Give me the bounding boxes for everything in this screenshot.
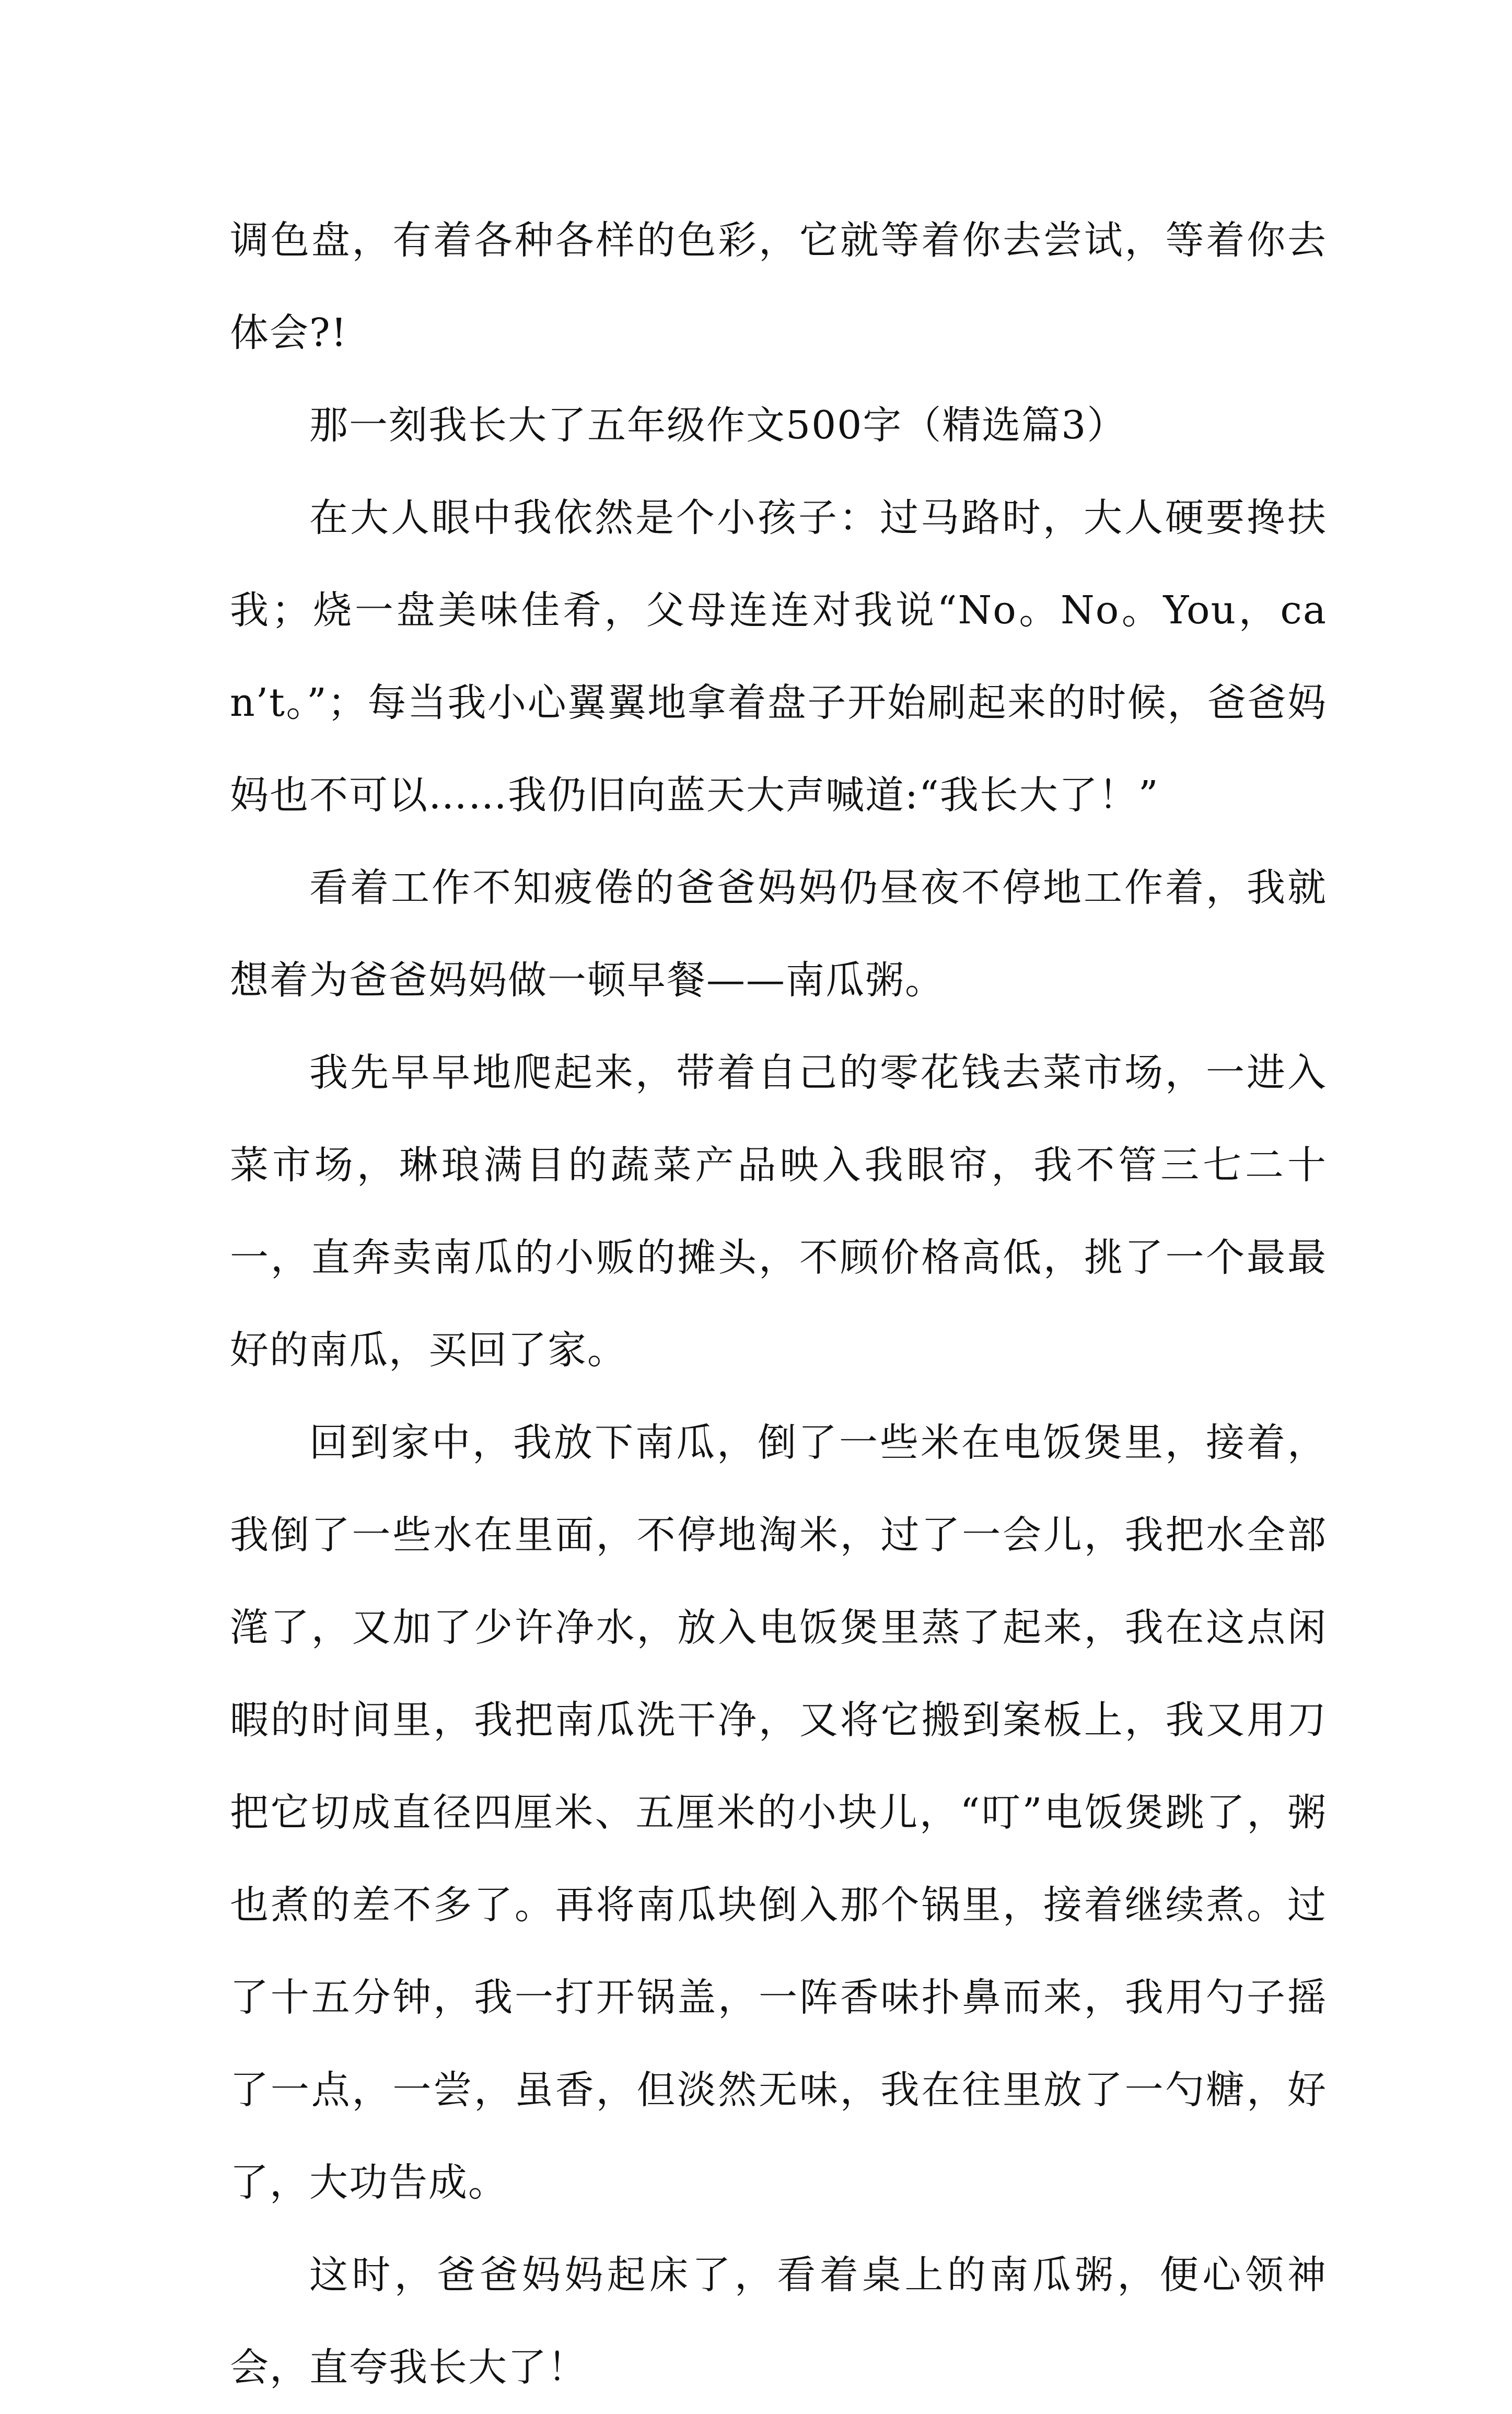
paragraph: 看着工作不知疲倦的爸爸妈妈仍昼夜不停地工作着，我就想着为爸爸妈妈做一顿早餐——南瓜粥。	[230, 865, 1327, 1003]
paragraph: 在大人眼中我依然是个小孩子：过马路时，大人硬要搀扶我；烧一盘美味佳肴，父母连连对我说“No。No。You，can’t。”；每当我小心翼翼地拿着盘子开始刷起来的时候，爸爸妈妈也不可以……我仍旧向蓝天大声喊道:“我长大了！”	[230, 495, 1327, 818]
paragraph-continued: 调色盘，有着各种各样的色彩，它就等着你去尝试，等着你去体会?!	[230, 218, 1327, 355]
paragraph-final: 这时，爸爸妈妈起床了，看着桌上的南瓜粥，便心领神会，直夸我长大了！	[230, 2253, 1327, 2390]
essay-heading: 那一刻我长大了五年级作文500字（精选篇3）	[309, 403, 1127, 448]
paragraph: 回到家中，我放下南瓜，倒了一些米在电饭煲里，接着，我倒了一些水在里面，不停地淘米，过了一会儿，我把水全部滗了，又加了少许净水，放入电饭煲里蒸了起来，我在这点闲暇的时间里，我把南瓜洗干净，又将它搬到案板上，我又用刀把它切成直径四厘米、五厘米的小块儿，“叮”电饭煲跳了，粥也煮的差不多了。再将南瓜块倒入那个锅里，接着继续煮。过了十五分钟，我一打开锅盖，一阵香味扑鼻而来，我用勺子摇了一点，一尝，虽香，但淡然无味，我在往里放了一勺糖，好了，大功告成。	[230, 1420, 1327, 2205]
paragraph: 我先早早地爬起来，带着自己的零花钱去菜市场，一进入菜市场，琳琅满目的蔬菜产品映入我眼帘，我不管三七二十一，直奔卖南瓜的小贩的摊头，不顾价格高低，挑了一个最最好的南瓜，买回了家。	[230, 1050, 1327, 1373]
essay-body	[230, 194, 1327, 2414]
